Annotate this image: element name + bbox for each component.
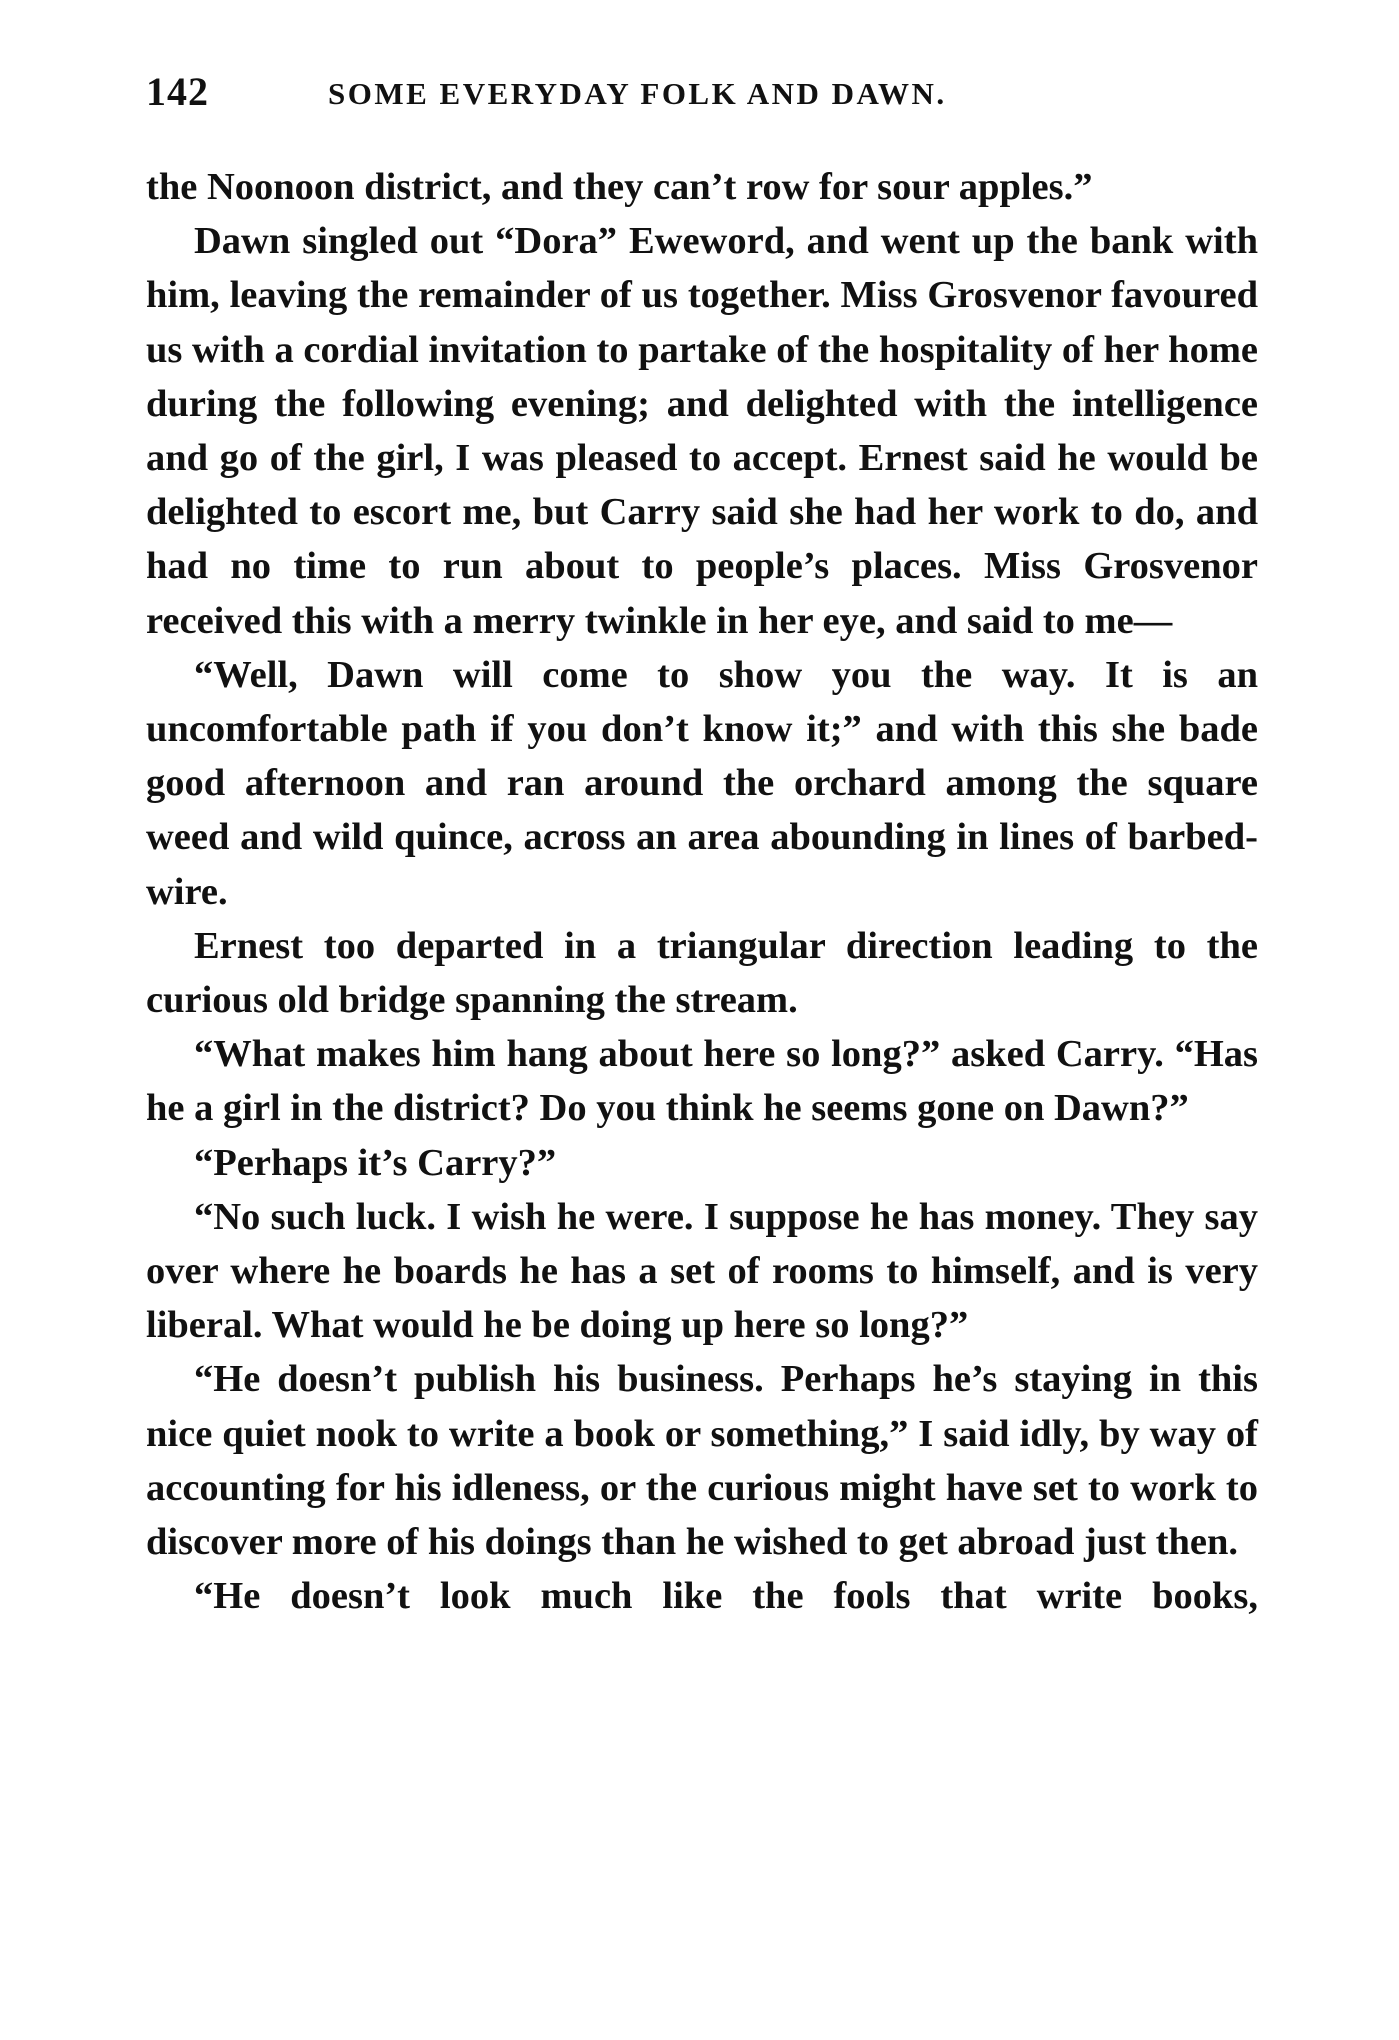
running-head <box>146 68 1256 128</box>
body-text <box>146 160 1258 1623</box>
paragraph-ernest-departed: Ernest too departed in a triangular direction leading to the curious old bridge spanning the stream. <box>146 924 1258 1022</box>
running-title: SOME EVERYDAY FOLK AND DAWN. <box>328 76 947 111</box>
paragraph-dawn-singled-out: Dawn singled out “Dora” Eweword, and went up the bank with him, leaving the remainder of us together. Miss Grosvenor favoured us with a cordial invitation to partake of the hospitality of her home during the following evening; and delighted with the intelligence and go of the girl, I was pleased to accept. Ernest said he would be delighted to escort me, but Carry said she had her work to do, and had no time to run about to people’s places. Miss Grosvenor received this with a merry twinkle in her eye, and said to me— <box>146 220 1258 642</box>
paragraph-continued: the Noonoon district, and they can’t row for sour apples.” <box>146 166 1093 208</box>
paragraph-no-such-luck: “No such luck. I wish he were. I suppose he has money. They say over where he boards he has a set of rooms to himself, and is very liberal. What would he be doing up here so long?” <box>146 1195 1258 1347</box>
paragraph-fools-write-books: “He doesn’t look much like the fools that write books, <box>194 1575 1258 1618</box>
paragraph-perhaps-carry: “Perhaps it’s Carry?” <box>194 1141 557 1184</box>
paragraph-well-dawn: “Well, Dawn will come to show you the way. It is an uncomfortable path if you don’t know it;” and with this she bade good afternoon and ran around the orchard among the square weed and wild quince, across an area abounding in lines of barbed-wire. <box>146 653 1258 913</box>
page-number: 142 <box>146 69 209 114</box>
paragraph-what-makes-him: “What makes him hang about here so long?” asked Carry. “Has he a girl in the district? Do you think he seems gone on Dawn?” <box>146 1033 1258 1130</box>
paragraph-publish-business: “He doesn’t publish his business. Perhaps he’s staying in this nice quiet nook to write a book or something,” I said idly, by way of accounting for his idleness, or the curious might have set to work to discover more of his doings than he wished to get abroad just then. <box>146 1358 1258 1564</box>
